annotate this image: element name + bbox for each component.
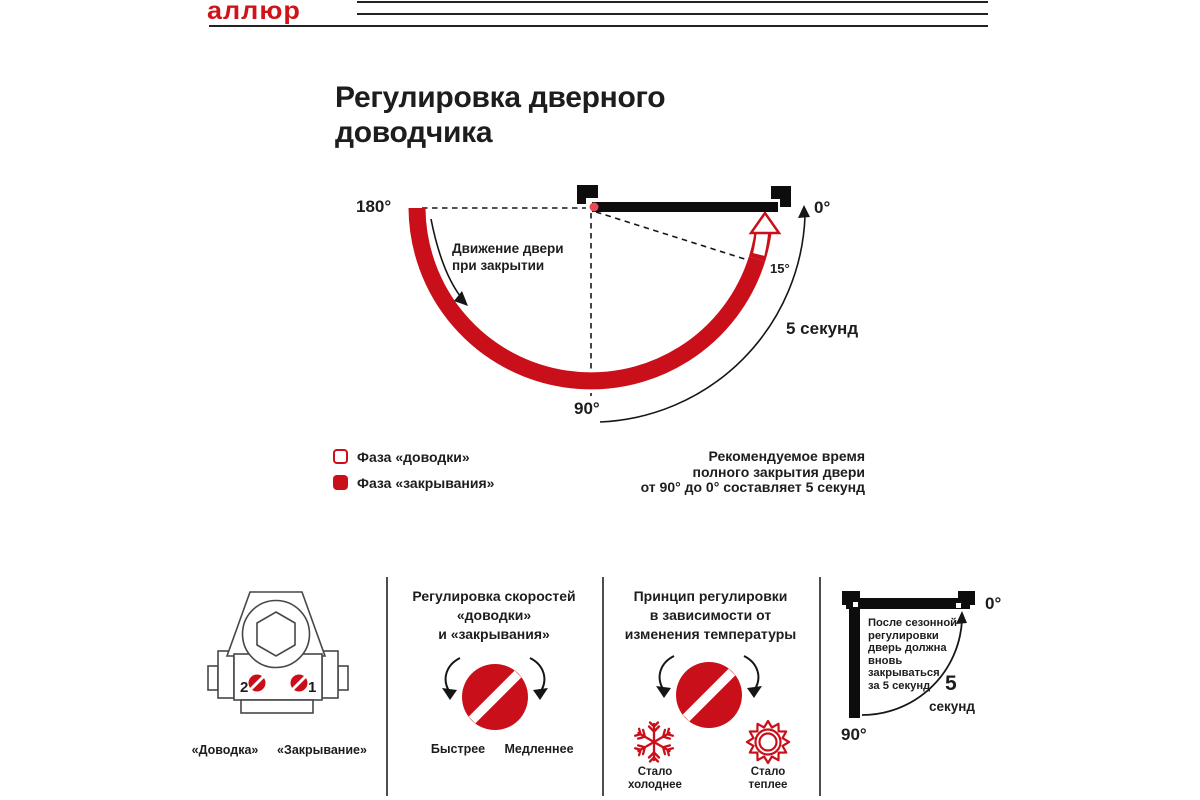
rotate-arrow-left-icon	[660, 656, 674, 689]
legend-swatch-closing-phase	[333, 475, 348, 490]
panel-divider-1	[386, 577, 388, 796]
flange-right	[322, 651, 338, 698]
angle-label-0: 0°	[814, 198, 831, 217]
closer-base	[241, 700, 313, 713]
caption-faster: Быстрее	[430, 742, 486, 756]
snowflake-icon	[635, 723, 674, 762]
door-bar-closed	[846, 598, 970, 609]
angle-label-90: 90°	[574, 399, 600, 418]
temperature-valve-icon	[656, 656, 762, 728]
rotate-arrow-right-icon	[744, 656, 758, 689]
hinge-bracket-left	[577, 185, 598, 204]
seasonal-angle-0: 0°	[985, 594, 1002, 613]
temperature-panel-title: Принцип регулировки в зависимости от изменения температуры	[624, 588, 797, 642]
time-arc-arrowhead	[798, 205, 810, 218]
door-swing-diagram	[417, 185, 810, 422]
caption-warmer: Стало теплее	[748, 766, 788, 791]
pivot-dot	[590, 203, 599, 212]
construction-dashed-lines	[422, 208, 751, 396]
caption-colder: Стало холоднее	[628, 766, 682, 791]
valve-number-1: 1	[308, 679, 317, 696]
page-title: Регулировка дверного доводчика	[335, 81, 666, 149]
door-bar	[592, 202, 778, 212]
seasonal-angle-90: 90°	[841, 725, 867, 744]
brand-logo: аллюр	[207, 0, 301, 25]
header-rule-1	[357, 1, 988, 3]
swing-arc-arrowhead	[956, 611, 967, 624]
caption-closing-valve: «Закрывание»	[277, 743, 367, 757]
door-bar-open	[849, 609, 860, 718]
seasonal-time-value: 5	[945, 672, 957, 695]
mount-lug-right	[338, 666, 348, 690]
seasonal-note: После сезонной регулировки дверь должна вновь закрываться за 5 секунд	[868, 617, 958, 692]
valve-number-2: 2	[240, 679, 249, 696]
speed-valve-icon	[442, 658, 548, 730]
door-closer-illustration	[208, 592, 348, 713]
header-rule-3	[209, 25, 988, 27]
motion-note: Движение двери при закрытии	[452, 241, 564, 273]
panel-divider-3	[819, 577, 821, 796]
closing-time-arc	[600, 216, 805, 422]
header-rule-2	[357, 13, 988, 15]
legend-swatch-latch-phase	[333, 449, 348, 464]
speed-panel-title: Регулировка скоростей «доводки» и «закрывания»	[412, 588, 576, 642]
closing-time-label: 5 секунд	[786, 319, 859, 338]
angle-label-180: 180°	[356, 197, 392, 216]
sun-icon	[747, 721, 789, 763]
mount-lug-left	[208, 666, 218, 690]
closing-phase-arc	[417, 208, 757, 381]
caption-slower: Медленнее	[504, 742, 574, 756]
latch-phase-arrow	[751, 213, 779, 259]
flange-left	[218, 651, 234, 698]
legend-label-closing-phase: Фаза «закрывания»	[357, 475, 495, 491]
rotate-arrow-right-icon	[530, 658, 544, 691]
rotate-arrow-left-icon	[446, 658, 460, 691]
angle-label-15: 15°	[770, 261, 790, 276]
recommendation-note: Рекомендуемое время полного закрытия двери от 90° до 0° составляет 5 секунд	[640, 448, 865, 495]
legend-label-latch-phase: Фаза «доводки»	[357, 449, 470, 465]
corner-bracket-right	[958, 591, 975, 605]
caption-latch-valve: «Доводка»	[191, 743, 259, 757]
seasonal-time-unit: секунд	[929, 699, 976, 714]
